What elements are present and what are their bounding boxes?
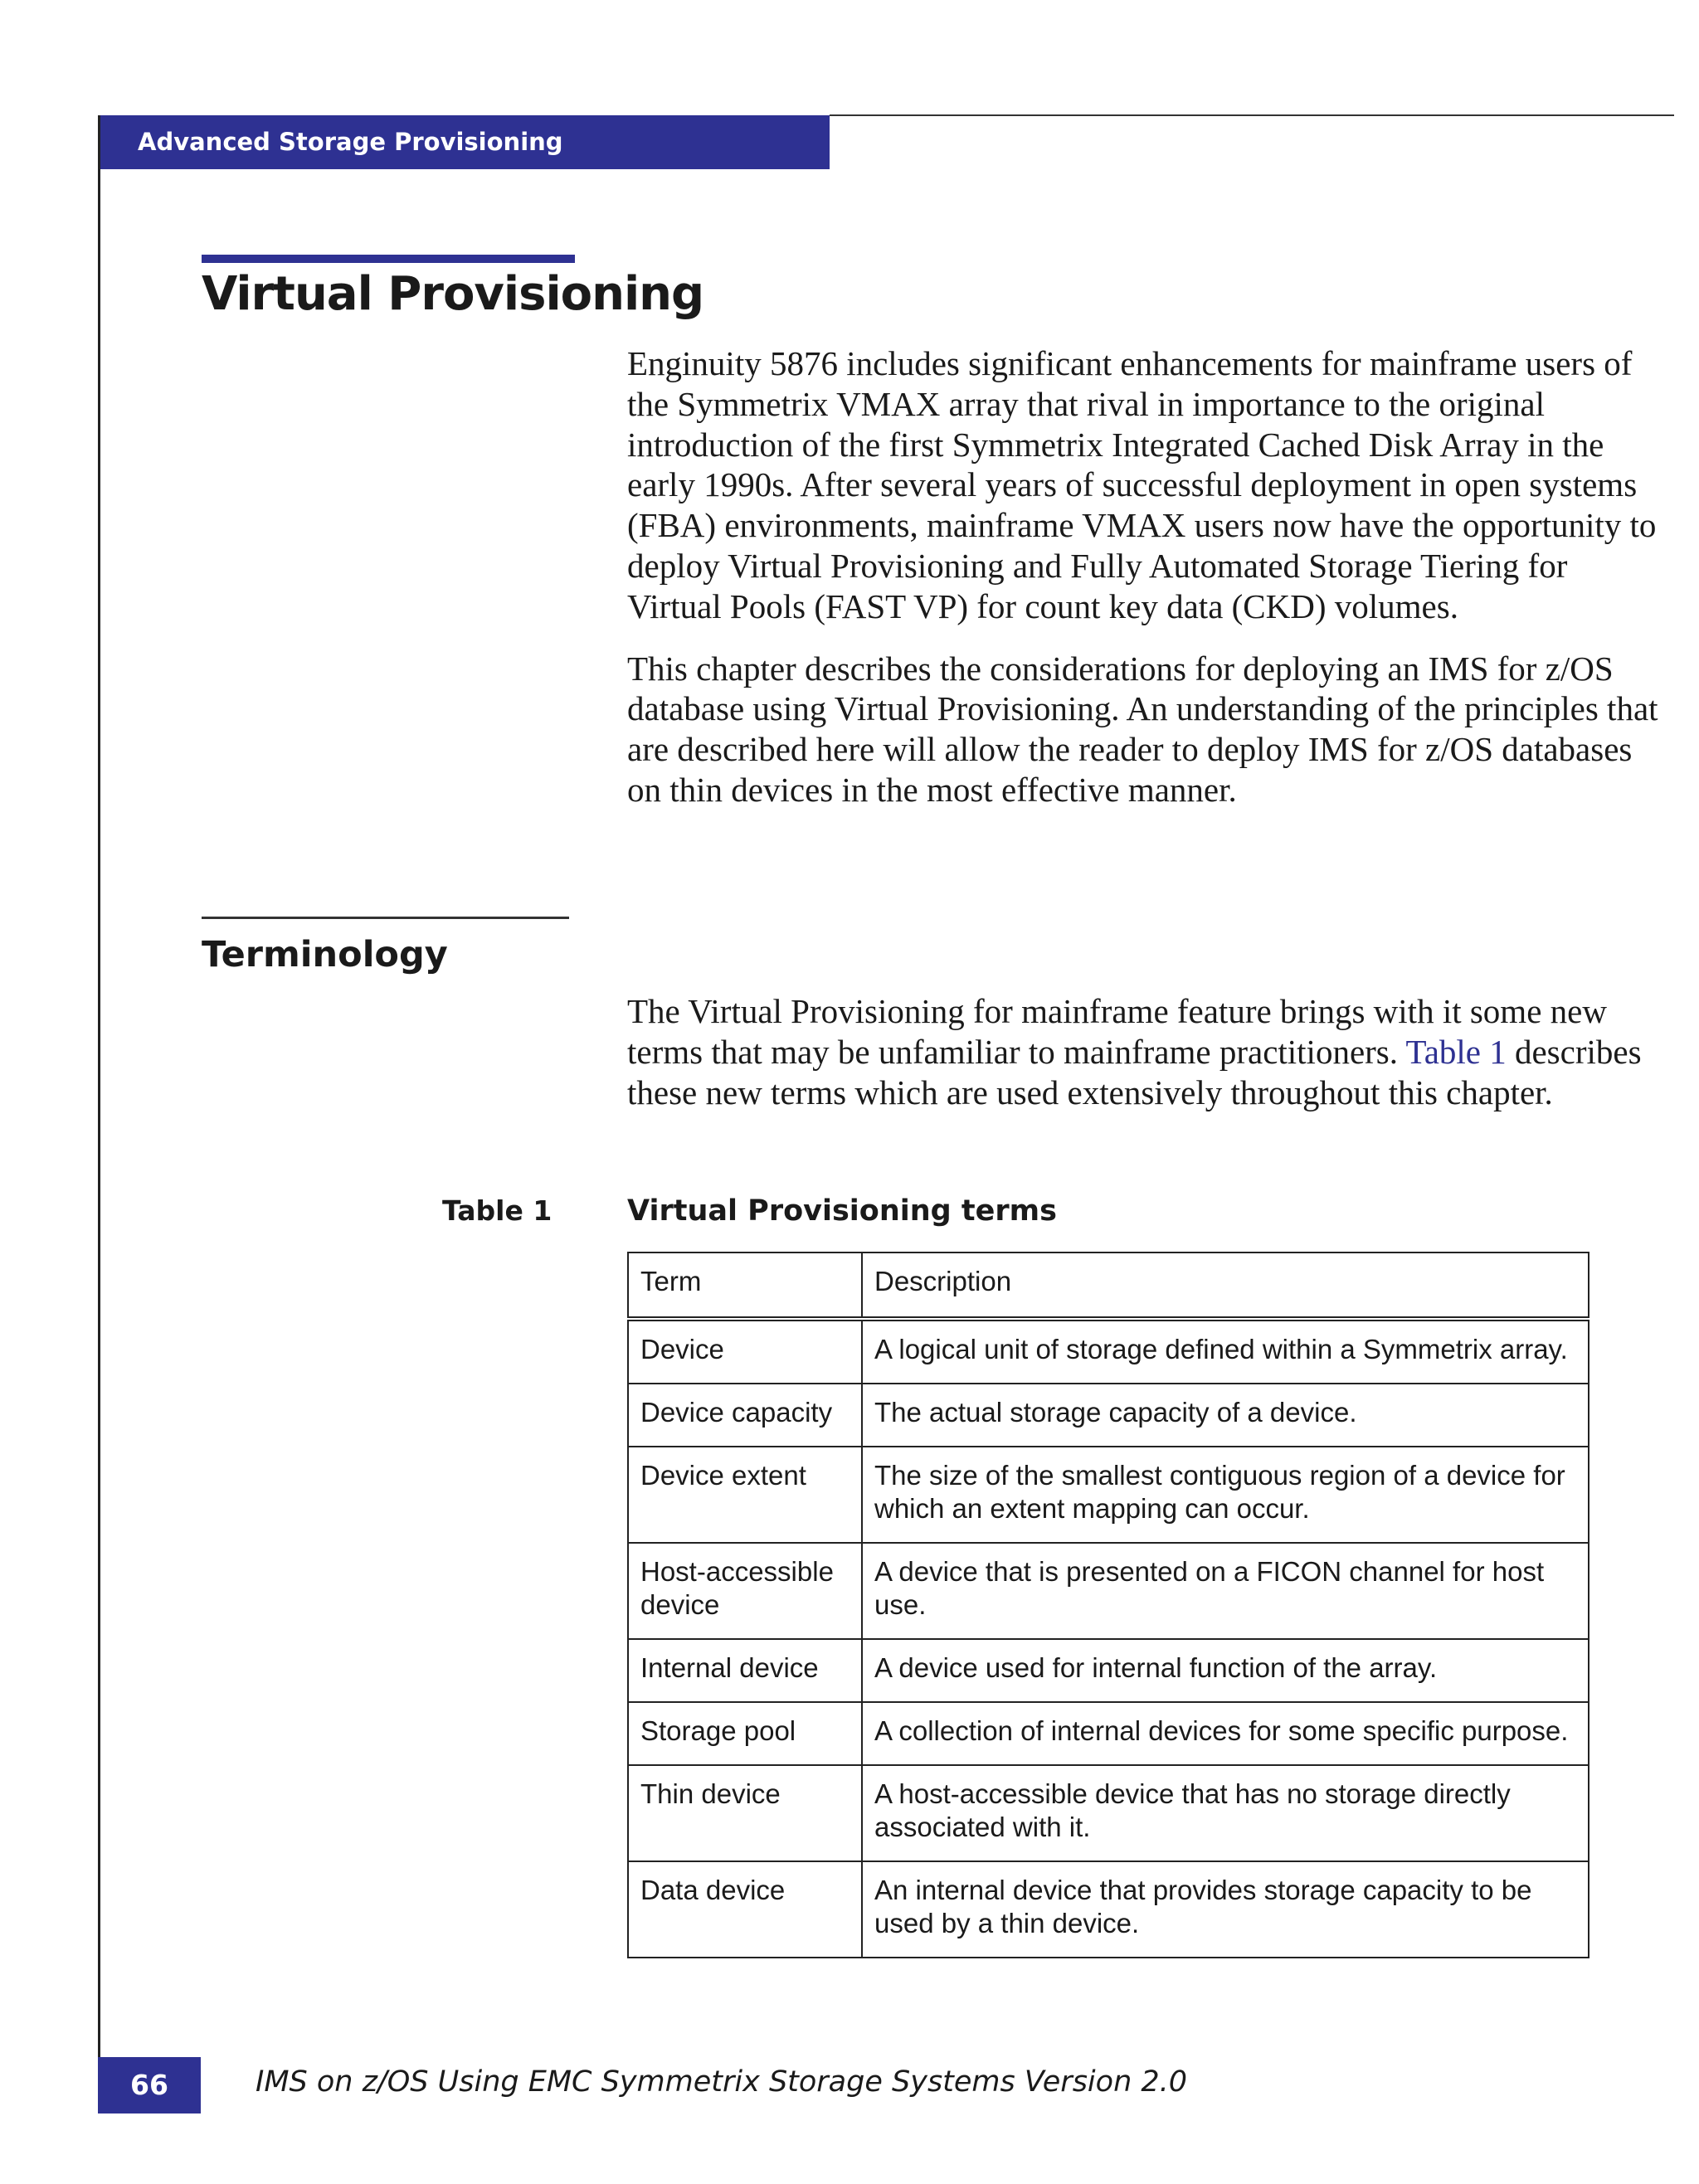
intro-body	[627, 343, 1664, 832]
table-row	[628, 1861, 1589, 1958]
term-cell: Device capacity	[628, 1384, 862, 1447]
terminology-heading: Terminology	[202, 934, 448, 975]
description-cell: An internal device that provides storage capacity to be used by a thin device.	[862, 1861, 1589, 1958]
table-row	[628, 1765, 1589, 1861]
term-cell: Host-accessible device	[628, 1543, 862, 1639]
terminology-intro-text-a: The Virtual Provisioning for mainframe feature brings with it some new terms that may be unfamiliar to mainframe practitioners.	[627, 992, 1607, 1071]
left-margin-rule	[98, 115, 100, 2113]
table-label: Table 1	[442, 1194, 553, 1227]
description-cell: A logical unit of storage defined within a Symmetrix array.	[862, 1319, 1589, 1384]
table-header-row	[628, 1253, 1589, 1319]
table-caption: Virtual Provisioning terms	[627, 1194, 1057, 1228]
footer-book-title: IMS on z/OS Using EMC Symmetrix Storage Systems Version 2.0	[256, 2065, 1188, 2099]
term-cell: Device	[628, 1319, 862, 1384]
table-row	[628, 1384, 1589, 1447]
table-row	[628, 1447, 1589, 1543]
intro-paragraph-1: Enginuity 5876 includes significant enhancements for mainframe users of the Symmetrix VMAX array that rival in importance to the original introduction of the first Symmetrix Integrated Cached Disk Array in the early 1990s. After several years of successful deployment in open systems (FBA) environments, mainframe VMAX users now have the opportunity to deploy Virtual Provisioning and Fully Automated Storage Tiering for Virtual Pools (FAST VP) for count key data (CKD) volumes.	[627, 344, 1657, 625]
intro-paragraph-2: This chapter describes the considerations for deploying an IMS for z/OS database using Virtual Provisioning. An understanding of the principles that are described here will allow the reader to deploy IMS for z/OS databases on thin devices in the most effective manner.	[627, 649, 1658, 809]
section-header-band	[100, 115, 830, 169]
title-accent-bar	[202, 255, 575, 263]
term-cell: Data device	[628, 1861, 862, 1958]
table-row	[628, 1543, 1589, 1639]
table-row	[628, 1639, 1589, 1702]
description-cell: A device that is presented on a FICON channel for host use.	[862, 1543, 1589, 1639]
table-1-link[interactable]: Table 1	[1405, 1032, 1507, 1071]
table-row	[628, 1702, 1589, 1765]
term-cell: Thin device	[628, 1765, 862, 1861]
terms-table	[627, 1252, 1589, 1958]
description-cell: A device used for internal function of the array.	[862, 1639, 1589, 1702]
table-header-term: Term	[628, 1253, 862, 1319]
description-cell: A collection of internal devices for some specific purpose.	[862, 1702, 1589, 1765]
term-cell: Storage pool	[628, 1702, 862, 1765]
table-header-description: Description	[862, 1253, 1589, 1319]
terminology-intro-text-b: describes these new terms which are used extensively throughout this chapter.	[627, 1032, 1642, 1111]
description-cell: The size of the smallest contiguous region of a device for which an extent mapping can occur.	[862, 1447, 1589, 1543]
terminology-body	[627, 991, 1664, 1134]
page-title: Virtual Provisioning	[202, 267, 704, 321]
header-rule	[830, 114, 1674, 116]
terminology-intro	[627, 991, 1664, 1112]
term-cell: Internal device	[628, 1639, 862, 1702]
description-cell: A host-accessible device that has no storage directly associated with it.	[862, 1765, 1589, 1861]
table-row	[628, 1319, 1589, 1384]
section-rule	[202, 917, 569, 919]
term-cell: Device extent	[628, 1447, 862, 1543]
description-cell: The actual storage capacity of a device.	[862, 1384, 1589, 1447]
page-number: 66	[98, 2057, 201, 2113]
section-header-title: Advanced Storage Provisioning	[138, 128, 563, 156]
